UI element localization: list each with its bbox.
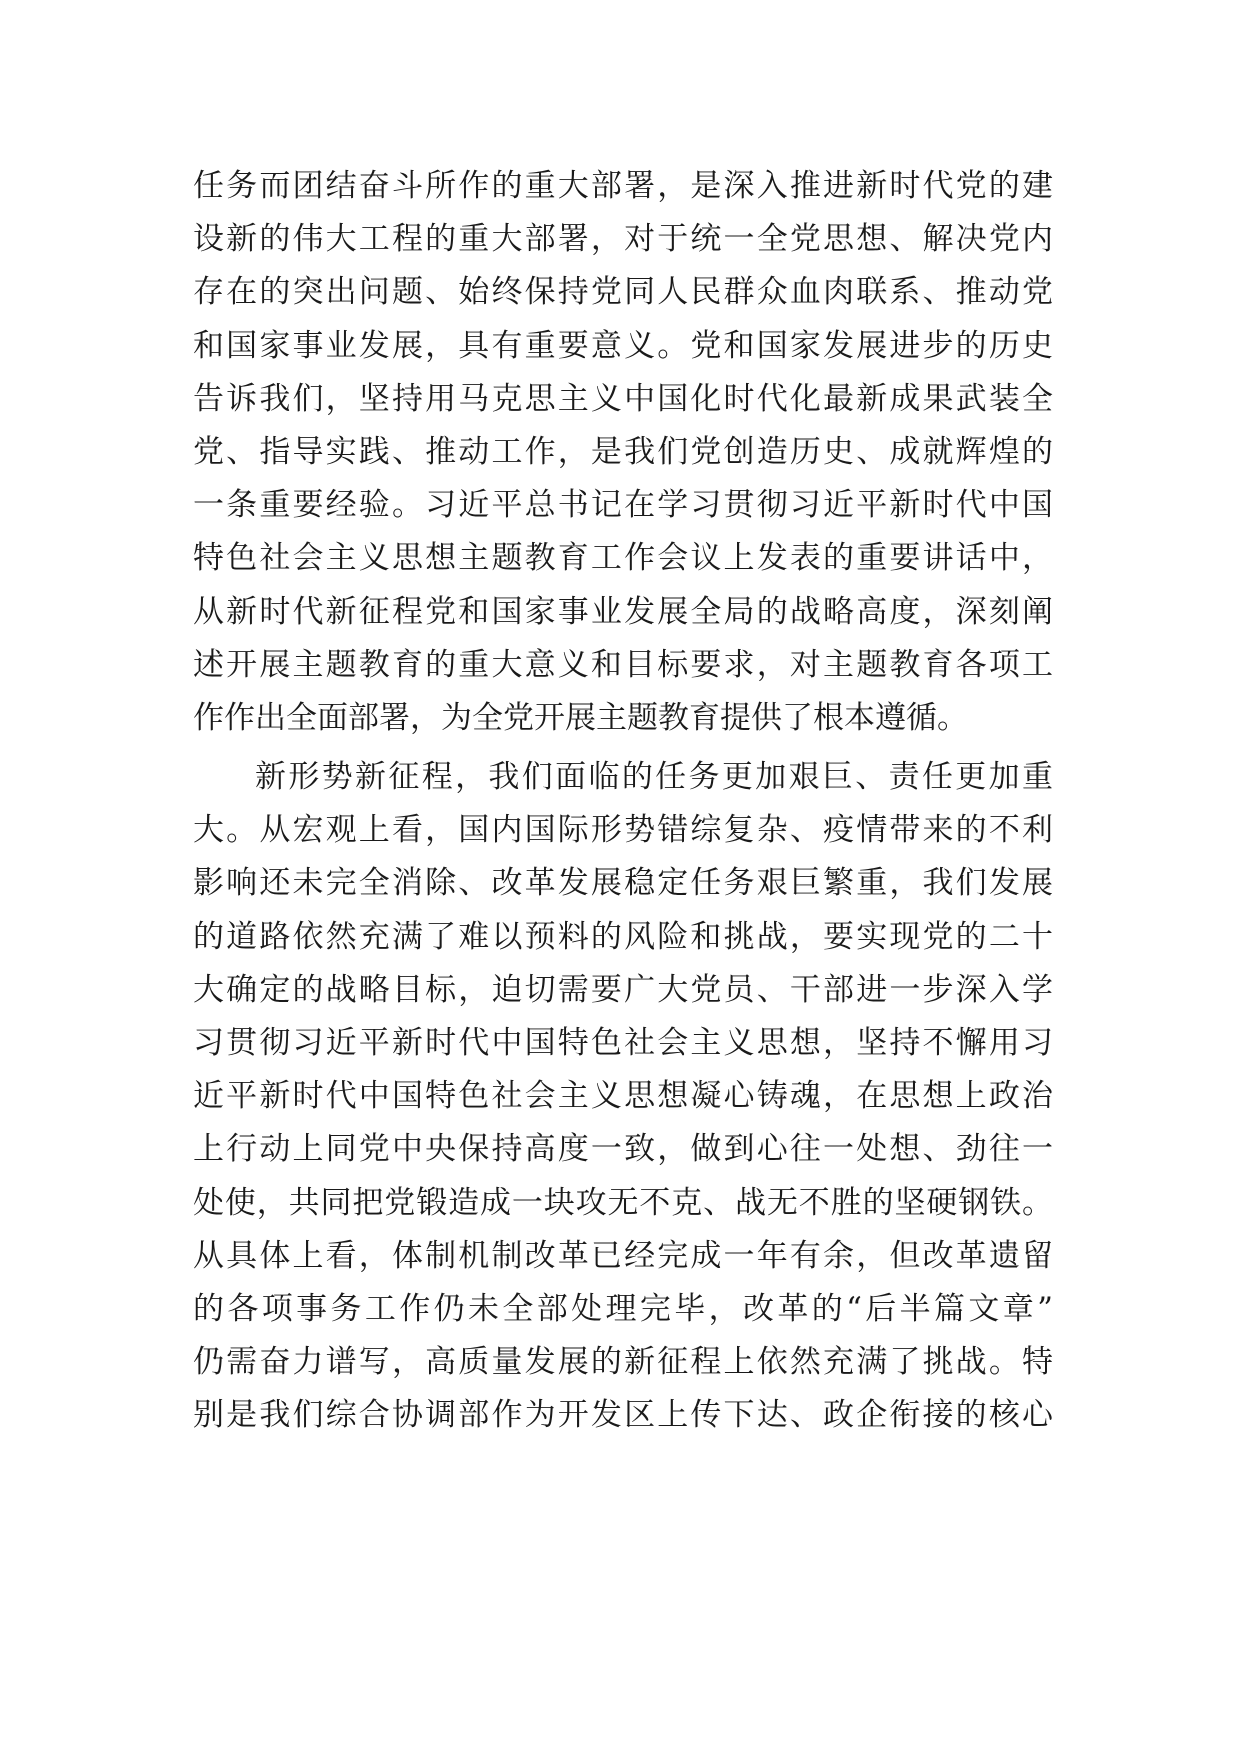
text-line: 仍需奋力谱写，高质量发展的新征程上依然充满了挑战。特 [193, 1344, 1053, 1381]
text-line: 设新的伟大工程的重大部署，对于统一全党思想、解决党内 [193, 221, 1053, 258]
text-line: 新形势新征程，我们面临的任务更加艰巨、责任更加重 [255, 759, 1053, 796]
text-line: 特色社会主义思想主题教育工作会议上发表的重要讲话中， [193, 540, 1053, 577]
text-line: 近平新时代中国特色社会主义思想凝心铸魂，在思想上政治 [193, 1078, 1053, 1115]
text-line: 告诉我们，坚持用马克思主义中国化时代化最新成果武装全 [193, 380, 1053, 417]
text-line: 处使，共同把党锻造成一块攻无不克、战无不胜的坚硬钢铁。 [193, 1184, 1053, 1221]
text-line: 习贯彻习近平新时代中国特色社会主义思想，坚持不懈用习 [193, 1025, 1053, 1061]
text-line: 和国家事业发展，具有重要意义。党和国家发展进步的历史 [193, 327, 1053, 364]
text-line: 大确定的战略目标，迫切需要广大党员、干部进一步深入学 [193, 971, 1053, 1008]
text-line: 从新时代新征程党和国家事业发展全局的战略高度，深刻阐 [193, 593, 1053, 630]
text-line: 作作出全面部署，为全党开展主题教育提供了根本遵循。 [193, 699, 968, 736]
text-line: 的各项事务工作仍未全部处理完毕，改革的“后半篇文章” [193, 1290, 1053, 1327]
text-line: 一条重要经验。习近平总书记在学习贯彻习近平新时代中国 [193, 487, 1053, 524]
text-line: 述开展主题教育的重大意义和目标要求，对主题教育各项工 [193, 646, 1053, 683]
text-line: 别是我们综合协调部作为开发区上传下达、政企衔接的核心 [193, 1397, 1053, 1434]
paragraph-2 [193, 751, 1053, 1442]
body-text [193, 160, 1053, 1443]
text-line: 上行动上同党中央保持高度一致，做到心往一处想、劲往一 [193, 1131, 1053, 1168]
text-line: 影响还未完全消除、改革发展稳定任务艰巨繁重，我们发展 [193, 865, 1053, 902]
text-line: 任务而团结奋斗所作的重大部署，是深入推进新时代党的建 [193, 168, 1053, 204]
text-line: 从具体上看，体制机制改革已经完成一年有余，但改革遗留 [193, 1237, 1053, 1274]
text-line: 的道路依然充满了难以预料的风险和挑战，要实现党的二十 [193, 918, 1053, 955]
text-line: 大。从宏观上看，国内国际形势错综复杂、疫情带来的不利 [193, 812, 1053, 849]
text-line: 存在的突出问题、始终保持党同人民群众血肉联系、推动党 [193, 274, 1053, 311]
text-line: 党、指导实践、推动工作，是我们党创造历史、成就辉煌的 [193, 433, 1053, 470]
paragraph-1 [193, 160, 1053, 745]
